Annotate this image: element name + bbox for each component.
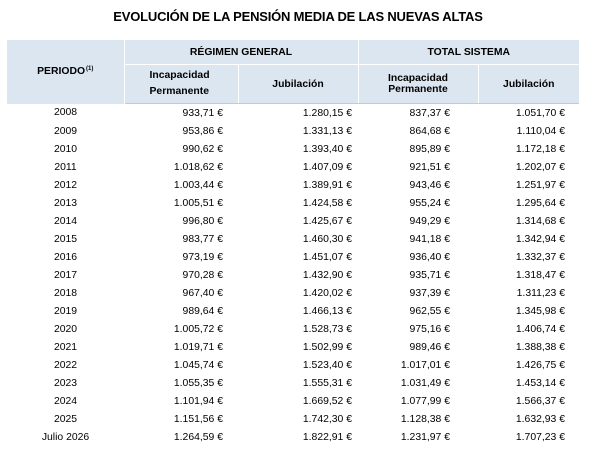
cell-ip-general: 1.018,62 € [173, 161, 223, 173]
table-row [7, 140, 579, 158]
cell-period: 2008 [53, 107, 78, 119]
cell-period: 2020 [53, 323, 78, 335]
cell-ip-total: 1.077,99 € [400, 395, 450, 407]
cell-ip-general: 989,64 € [182, 305, 223, 317]
cell-jubilacion-total: 1.426,75 € [515, 359, 565, 371]
cell-period: 2023 [53, 377, 78, 389]
page-title: EVOLUCIÓN DE LA PENSIÓN MEDIA DE LAS NUEVAS ALTAS [113, 9, 483, 24]
cell-ip-total: 941,18 € [409, 233, 450, 245]
cell-ip-general: 933,71 € [182, 107, 223, 119]
cell-jubilacion-general: 1.425,67 € [302, 215, 352, 227]
cell-jubilacion-total: 1.453,14 € [515, 377, 565, 389]
cell-jubilacion-total: 1.332,37 € [515, 251, 565, 263]
cell-jubilacion-total: 1.566,37 € [515, 395, 565, 407]
table-row [7, 266, 579, 284]
cell-period: 2010 [53, 143, 78, 155]
cell-jubilacion-general: 1.523,40 € [302, 359, 352, 371]
cell-period: 2015 [53, 233, 78, 245]
table-row [7, 104, 579, 123]
cell-jubilacion-general: 1.280,15 € [302, 107, 352, 119]
cell-ip-general: 1.045,74 € [173, 359, 223, 371]
cell-period: Julio 2026 [41, 431, 90, 443]
header-ip-general [124, 65, 238, 104]
cell-ip-total: 1.128,38 € [400, 413, 450, 425]
table-row [7, 212, 579, 230]
cell-jubilacion-general: 1.432,90 € [302, 269, 352, 281]
cell-period: 2016 [53, 251, 78, 263]
cell-jubilacion-general: 1.669,52 € [302, 395, 352, 407]
table-row [7, 194, 579, 212]
cell-jubilacion-total: 1.345,98 € [515, 305, 565, 317]
cell-ip-total: 955,24 € [409, 197, 450, 209]
cell-jubilacion-general: 1.555,31 € [302, 377, 352, 389]
table-row [7, 248, 579, 266]
header-period-note: (1) [86, 66, 94, 73]
cell-jubilacion-total: 1.707,23 € [515, 431, 565, 443]
cell-ip-general: 983,77 € [182, 233, 223, 245]
cell-ip-general: 953,86 € [182, 125, 223, 137]
table-row [7, 374, 579, 392]
cell-jubilacion-total: 1.051,70 € [515, 107, 565, 119]
cell-ip-total: 975,16 € [409, 323, 450, 335]
cell-jubilacion-general: 1.393,40 € [302, 143, 352, 155]
header-jubilacion-general: Jubilación [238, 65, 358, 104]
cell-ip-general: 1.019,71 € [173, 341, 223, 353]
cell-jubilacion-general: 1.451,07 € [302, 251, 352, 263]
header-group-general: RÉGIMEN GENERAL [124, 40, 358, 65]
cell-ip-general: 1.151,56 € [173, 413, 223, 425]
cell-period: 2024 [53, 395, 78, 407]
cell-jubilacion-total: 1.632,93 € [515, 413, 565, 425]
cell-ip-general: 1.055,35 € [173, 377, 223, 389]
cell-period: 2025 [53, 413, 78, 425]
cell-ip-general: 996,80 € [182, 215, 223, 227]
table-body [7, 104, 579, 447]
cell-jubilacion-total: 1.110,04 € [516, 125, 565, 137]
cell-jubilacion-general: 1.420,02 € [302, 287, 352, 299]
cell-ip-total: 936,40 € [409, 251, 450, 263]
cell-jubilacion-general: 1.460,30 € [302, 233, 352, 245]
cell-ip-total: 864,68 € [409, 125, 450, 137]
cell-period: 2014 [53, 215, 78, 227]
table-row [7, 122, 579, 140]
header-ip-general-line1: Incapacidad [149, 70, 210, 81]
header-period [7, 40, 124, 104]
cell-period: 2009 [53, 125, 78, 137]
cell-ip-total: 921,51 € [409, 161, 450, 173]
cell-period: 2021 [53, 341, 78, 353]
cell-jubilacion-general: 1.742,30 € [302, 413, 352, 425]
cell-ip-total: 962,55 € [409, 305, 450, 317]
table-row [7, 230, 579, 248]
table-row [7, 356, 579, 374]
cell-period: 2022 [53, 359, 78, 371]
header-jubilacion-total: Jubilación [478, 65, 579, 104]
cell-jubilacion-total: 1.202,07 € [515, 161, 565, 173]
table-header [7, 40, 579, 104]
cell-jubilacion-general: 1.466,13 € [302, 305, 352, 317]
table-row [7, 158, 579, 176]
cell-jubilacion-total: 1.314,68 € [515, 215, 565, 227]
header-group-total: TOTAL SISTEMA [358, 40, 579, 65]
cell-ip-total: 949,29 € [409, 215, 450, 227]
header-period-label: PERIODO [37, 66, 86, 78]
table-row [7, 392, 579, 410]
cell-ip-general: 990,62 € [182, 143, 223, 155]
table-row [7, 338, 579, 356]
table-row [7, 428, 579, 446]
cell-ip-total: 895,89 € [409, 143, 450, 155]
table-row [7, 320, 579, 338]
header-ip-general-line2: Permanente [149, 86, 209, 97]
cell-ip-general: 1.003,44 € [173, 179, 223, 191]
cell-jubilacion-general: 1.424,58 € [302, 197, 352, 209]
cell-jubilacion-general: 1.822,91 € [302, 431, 352, 443]
cell-ip-total: 935,71 € [409, 269, 450, 281]
cell-jubilacion-total: 1.311,23 € [516, 287, 565, 299]
cell-ip-total: 1.231,97 € [400, 431, 450, 443]
cell-ip-total: 943,46 € [409, 179, 450, 191]
cell-ip-general: 973,19 € [182, 251, 223, 263]
cell-ip-general: 970,28 € [182, 269, 223, 281]
cell-ip-general: 1.005,72 € [173, 323, 223, 335]
cell-ip-total: 837,37 € [409, 107, 450, 119]
cell-period: 2012 [53, 179, 78, 191]
cell-jubilacion-total: 1.406,74 € [515, 323, 565, 335]
cell-ip-general: 967,40 € [182, 287, 223, 299]
table-row [7, 176, 579, 194]
cell-ip-total: 1.017,01 € [400, 359, 450, 371]
cell-period: 2017 [53, 269, 78, 281]
pension-table [7, 40, 579, 446]
cell-jubilacion-general: 1.331,13 € [302, 125, 352, 137]
table-row [7, 410, 579, 428]
cell-ip-total: 1.031,49 € [400, 377, 450, 389]
header-ip-total: Incapacidad Permanente [358, 65, 478, 104]
table-row [7, 302, 579, 320]
cell-ip-total: 989,46 € [409, 341, 450, 353]
cell-jubilacion-total: 1.342,94 € [515, 233, 565, 245]
cell-jubilacion-total: 1.295,64 € [515, 197, 565, 209]
cell-jubilacion-total: 1.251,97 € [515, 179, 565, 191]
cell-jubilacion-general: 1.528,73 € [302, 323, 352, 335]
cell-jubilacion-total: 1.172,18 € [515, 143, 565, 155]
cell-period: 2011 [54, 161, 77, 173]
cell-period: 2013 [53, 197, 78, 209]
cell-jubilacion-general: 1.389,91 € [302, 179, 352, 191]
cell-jubilacion-general: 1.502,99 € [302, 341, 352, 353]
cell-ip-total: 937,39 € [409, 287, 450, 299]
table-row [7, 284, 579, 302]
cell-period: 2018 [53, 287, 78, 299]
cell-ip-general: 1.264,59 € [173, 431, 223, 443]
cell-ip-general: 1.101,94 € [173, 395, 223, 407]
cell-ip-general: 1.005,51 € [173, 197, 223, 209]
cell-period: 2019 [53, 305, 78, 317]
cell-jubilacion-total: 1.388,38 € [515, 341, 565, 353]
cell-jubilacion-total: 1.318,47 € [515, 269, 565, 281]
cell-jubilacion-general: 1.407,09 € [302, 161, 352, 173]
